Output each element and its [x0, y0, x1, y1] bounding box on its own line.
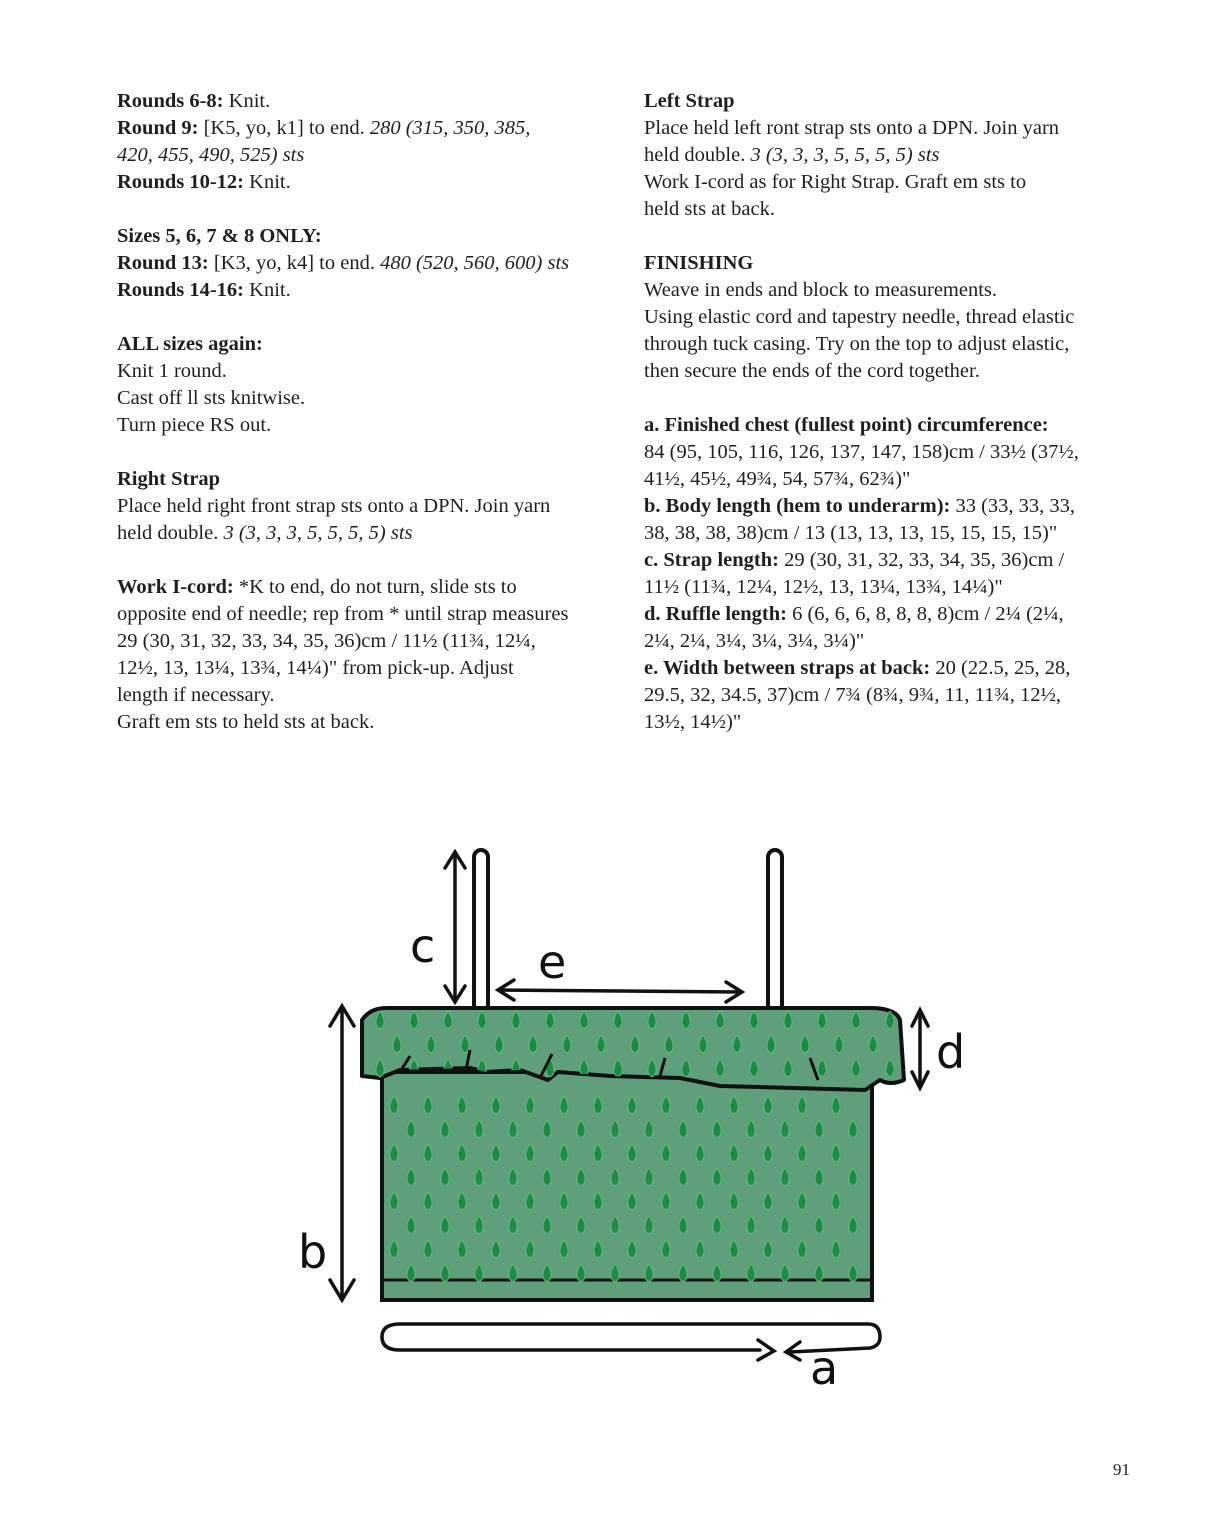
label-a: a: [810, 1341, 839, 1395]
left-strap-text: Place held left ront strap sts onto a DPN. Join yarn: [644, 117, 1060, 139]
measurement-a: a. Finished chest (fullest point) circumference:: [644, 414, 1049, 436]
garment-schematic: [290, 840, 990, 1400]
all-sizes-heading: ALL sizes again:: [117, 333, 263, 355]
right-strap-shape: [474, 850, 488, 1012]
left-strap-text: held sts at back.: [644, 198, 775, 220]
arrow-b: [330, 1006, 354, 1300]
icord-instruction: Work I-cord: *K to end, do not turn, slide sts to: [117, 576, 517, 598]
right-strap-text: held double. 3 (3, 3, 3, 5, 5, 5, 5) sts: [117, 522, 413, 544]
measurement-line: 13½, 14½)": [644, 711, 742, 733]
finishing-line: Weave in ends and block to measurements.: [644, 279, 998, 301]
icord-line: 29 (30, 31, 32, 33, 34, 35, 36)cm / 11½ (11¾, 12¼,: [117, 630, 536, 652]
left-strap-text: Work I-cord as for Right Strap. Graft em sts to: [644, 171, 1027, 193]
right-strap-heading: Right Strap: [117, 468, 221, 490]
page-number: 91: [1113, 1460, 1130, 1479]
rounds-14-16: Rounds 14-16: Knit.: [117, 279, 291, 301]
measurement-line: 38, 38, 38, 38)cm / 13 (13, 13, 13, 15, 15, 15, 15)": [644, 522, 1058, 544]
right-column: [644, 88, 1134, 736]
measurement-line: 84 (95, 105, 116, 126, 137, 147, 158)cm / 33½ (37½,: [644, 441, 1079, 463]
label-e: e: [538, 935, 567, 989]
round-13: Round 13: [K3, yo, k4] to end. 480 (520, 560, 600) sts: [117, 252, 570, 274]
left-strap-shape: [768, 850, 782, 1012]
measurement-line: 11½ (11¾, 12¼, 12½, 13, 13¼, 13¾, 14¼)": [644, 576, 1003, 598]
measurement-c: c. Strap length: 29 (30, 31, 32, 33, 34, 35, 36)cm /: [644, 549, 1065, 571]
finishing-line: then secure the ends of the cord together.: [644, 360, 980, 382]
measurement-line: 41½, 45½, 49¾, 54, 57¾, 62¾)": [644, 468, 911, 490]
measurement-line: 2¼, 2¼, 3¼, 3¼, 3¼, 3¼)": [644, 630, 865, 652]
finishing-heading: FINISHING: [644, 252, 754, 274]
icord-line: Graft em sts to held sts at back.: [117, 711, 375, 733]
sizes-heading: Sizes 5, 6, 7 & 8 ONLY:: [117, 225, 322, 247]
left-strap-text: held double. 3 (3, 3, 3, 5, 5, 5, 5) sts: [644, 144, 940, 166]
measurement-line: 29.5, 32, 34.5, 37)cm / 7¾ (8¾, 9¾, 11, 11¾, 12½,: [644, 684, 1061, 706]
all-sizes-line: Knit 1 round.: [117, 360, 227, 382]
all-sizes-line: Turn piece RS out.: [117, 414, 272, 436]
label-b: b: [298, 1225, 328, 1279]
left-strap-heading: Left Strap: [644, 90, 735, 112]
arrow-d: [912, 1010, 928, 1088]
icord-line: length if necessary.: [117, 684, 275, 706]
arrow-a: [382, 1324, 880, 1360]
measurement-e: e. Width between straps at back: 20 (22.5, 25, 28,: [644, 657, 1071, 679]
rounds-10-12: Rounds 10-12: Knit.: [117, 171, 291, 193]
finishing-line: Using elastic cord and tapestry needle, thread elastic: [644, 306, 1075, 328]
finishing-line: through tuck casing. Try on the top to adjust elastic,: [644, 333, 1070, 355]
icord-line: opposite end of needle; rep from * until strap measures: [117, 603, 569, 625]
round-9-count: 420, 455, 490, 525) sts: [117, 144, 305, 166]
arrow-e: [498, 980, 742, 1002]
round-9: Round 9: [K5, yo, k1] to end. 280 (315, 350, 385,: [117, 117, 531, 139]
right-strap-text: Place held right front strap sts onto a DPN. Join yarn: [117, 495, 551, 517]
arrow-c: [445, 852, 465, 1002]
left-column: [117, 88, 617, 736]
measurement-b: b. Body length (hem to underarm): 33 (33, 33, 33,: [644, 495, 1076, 517]
label-c: c: [410, 919, 436, 973]
measurement-d: d. Ruffle length: 6 (6, 6, 6, 8, 8, 8, 8)cm / 2¼ (2¼,: [644, 603, 1064, 625]
icord-line: 12½, 13, 13¼, 13¾, 14¼)" from pick-up. Adjust: [117, 657, 514, 679]
rounds-6-8: Rounds 6-8: Knit.: [117, 90, 271, 112]
label-d: d: [936, 1025, 966, 1079]
all-sizes-line: Cast off ll sts knitwise.: [117, 387, 306, 409]
